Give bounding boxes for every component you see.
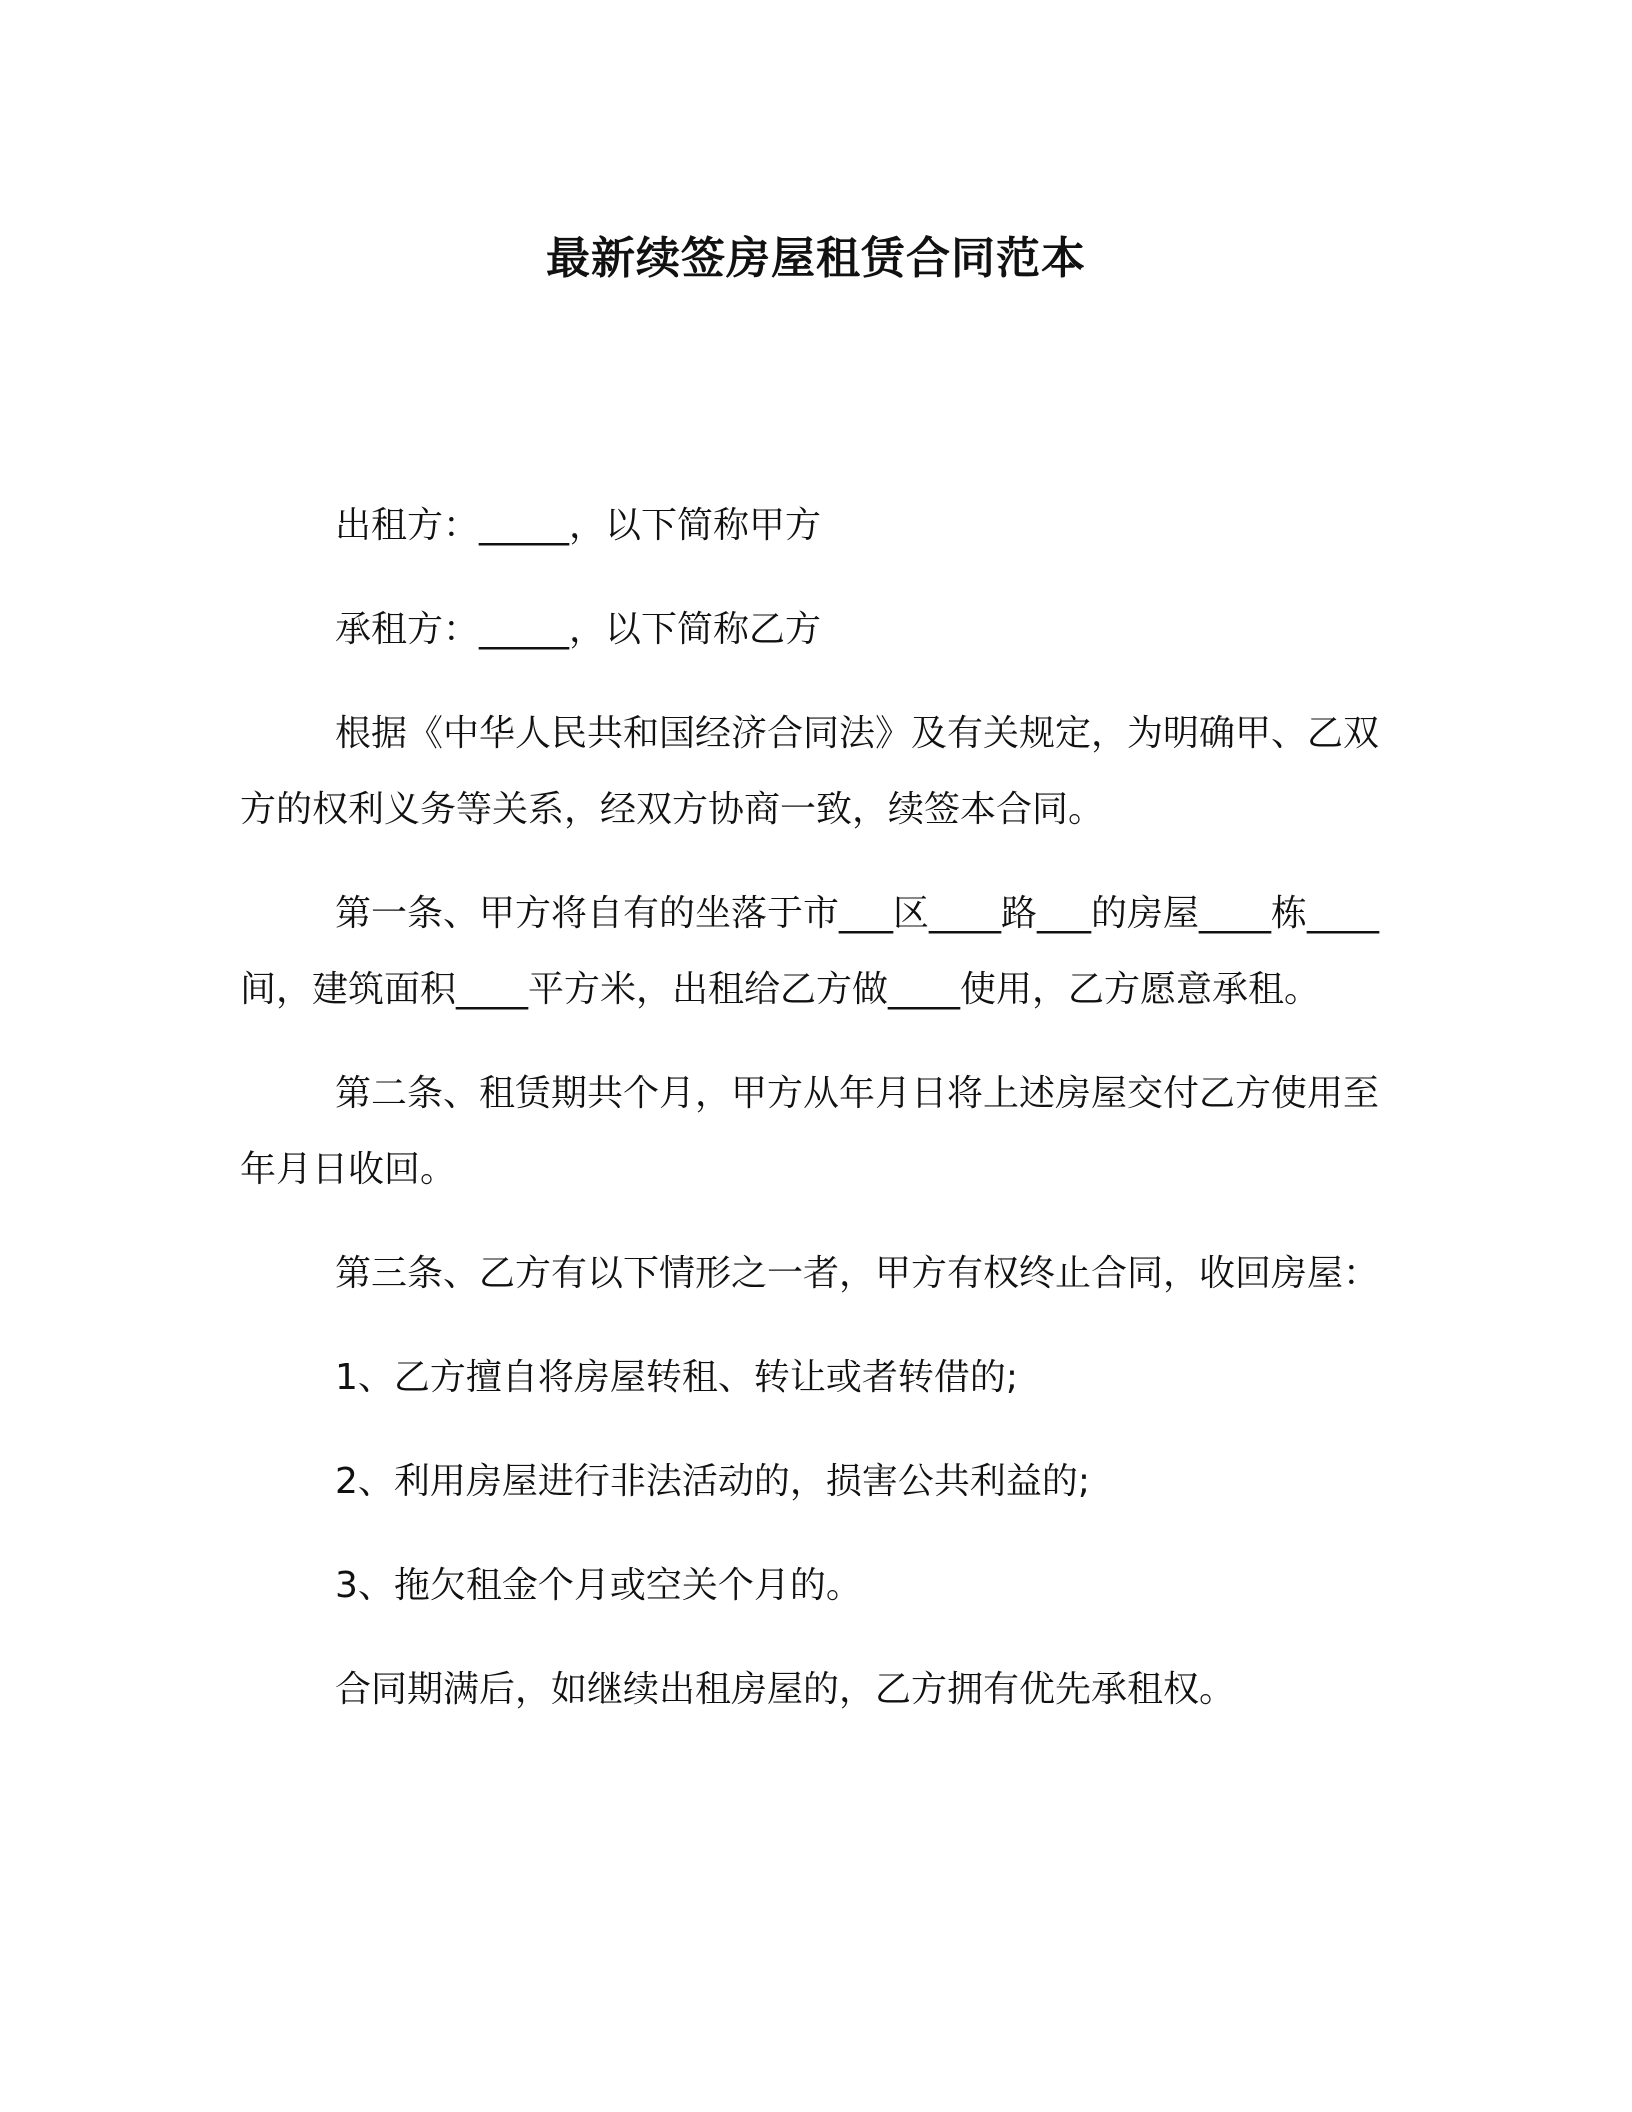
- article-3-paragraph: 第三条、乙方有以下情形之一者，甲方有权终止合同，收回房屋：: [335, 1253, 1380, 1294]
- article-3-item-2: 2、利用房屋进行非法活动的，损害公共利益的;: [335, 1461, 1091, 1502]
- document-title: 最新续签房屋租赁合同范本: [546, 233, 1086, 284]
- document-body: [240, 488, 1390, 1728]
- article-2-paragraph: 第二条、租赁期共个月，甲方从年月日将上述房屋交付乙方使用至年月日收回。: [240, 1073, 1380, 1190]
- article-3-item-3: 3、拖欠租金个月或空关个月的。: [335, 1565, 862, 1606]
- renewal-priority-paragraph: 合同期满后，如继续出租房屋的，乙方拥有优先承租权。: [335, 1669, 1236, 1710]
- article-3-item-1: 1、乙方擅自将房屋转租、转让或者转借的;: [335, 1357, 1019, 1398]
- preamble-paragraph: 根据《中华人民共和国经济合同法》及有关规定，为明确甲、乙双方的权利义务等关系，经双方协商一致，续签本合同。: [240, 713, 1380, 830]
- lessee-line: 承租方：_____，以下简称乙方: [335, 609, 822, 650]
- lessor-line: 出租方：_____，以下简称甲方: [335, 505, 822, 546]
- article-1-paragraph: 第一条、甲方将自有的坐落于市___区____路___的房屋____栋____间，建筑面积____平方米，出租给乙方做____使用，乙方愿意承租。: [240, 893, 1380, 1010]
